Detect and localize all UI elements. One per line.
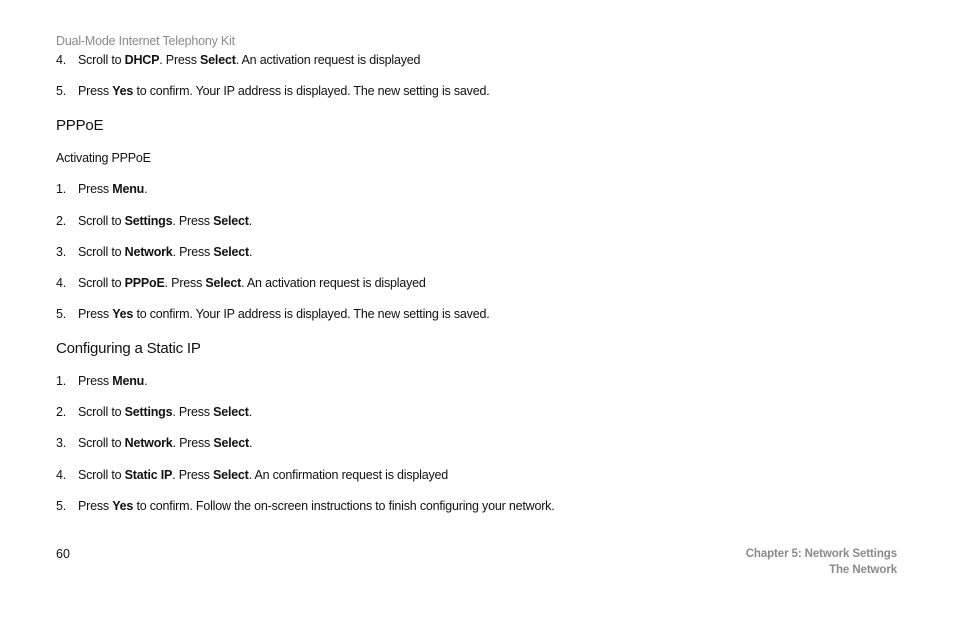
step-number: 2. [56, 405, 67, 419]
step-text: . [248, 214, 253, 228]
page-number: 60 [56, 547, 70, 561]
step-keyword: Menu [112, 374, 145, 388]
step-text: to confirm. Your IP address is displayed. The new setting is saved. [133, 307, 490, 321]
step-pppoe-5 [56, 307, 489, 321]
step-text: Scroll to [78, 245, 125, 259]
step-text: Scroll to [78, 214, 125, 228]
step-keyword: DHCP [124, 53, 160, 67]
step-keyword: Settings [124, 405, 173, 419]
step-dhcp-5 [56, 84, 489, 98]
step-text: . [248, 436, 253, 450]
step-static-4 [56, 468, 448, 482]
step-text: . Press [172, 405, 214, 419]
step-keyword: Select [213, 214, 249, 228]
step-number: 3. [56, 245, 67, 259]
step-static-1 [56, 374, 147, 388]
step-keyword: Settings [124, 214, 173, 228]
step-number: 5. [56, 307, 67, 321]
step-keyword: Yes [112, 499, 134, 513]
step-number: 5. [56, 499, 67, 513]
section-heading-pppoe: PPPoE [56, 117, 104, 134]
step-keyword: Select [212, 468, 249, 482]
step-text: Scroll to [78, 405, 125, 419]
step-number: 3. [56, 436, 67, 450]
step-text: . Press [172, 436, 214, 450]
step-text: . Press [172, 214, 214, 228]
step-text: Press [78, 182, 113, 196]
step-text: to confirm. Follow the on-screen instructions to finish configuring your network. [133, 499, 555, 513]
step-keyword: Select [213, 436, 249, 450]
step-keyword: PPPoE [124, 276, 165, 290]
step-text: Scroll to [78, 436, 125, 450]
step-keyword: Network [124, 436, 173, 450]
step-text: . Press [159, 53, 201, 67]
step-text: Scroll to [78, 276, 125, 290]
step-keyword: Yes [112, 307, 134, 321]
step-static-5 [56, 499, 554, 513]
step-text: . Press [164, 276, 206, 290]
step-text: . Press [172, 468, 213, 482]
step-number: 4. [56, 276, 67, 290]
step-text: Scroll to [78, 468, 125, 482]
step-number: 2. [56, 214, 67, 228]
step-text: Press [78, 499, 113, 513]
step-keyword: Select [200, 53, 236, 67]
step-text: . An activation request is displayed [241, 276, 426, 290]
step-keyword: Network [124, 245, 173, 259]
step-dhcp-4 [56, 53, 420, 67]
step-text: . An activation request is displayed [235, 53, 421, 67]
step-pppoe-2 [56, 214, 252, 228]
step-text: . [144, 374, 148, 388]
step-text: Press [78, 84, 113, 98]
step-text: . [248, 245, 253, 259]
step-number: 4. [56, 468, 67, 482]
step-keyword: Select [213, 405, 249, 419]
step-keyword: Static IP [124, 468, 173, 482]
step-keyword: Yes [112, 84, 134, 98]
step-number: 5. [56, 84, 67, 98]
subheading-activating-pppoe: Activating PPPoE [56, 151, 151, 165]
step-text: Scroll to [78, 53, 125, 67]
step-number: 1. [56, 182, 67, 196]
step-text: . [144, 182, 148, 196]
step-text: Press [78, 307, 113, 321]
step-text: to confirm. Your IP address is displayed. The new setting is saved. [133, 84, 490, 98]
step-pppoe-3 [56, 245, 252, 259]
step-text: . Press [172, 245, 214, 259]
step-text: . [248, 405, 253, 419]
step-keyword: Select [213, 245, 249, 259]
footer-chapter: Chapter 5: Network Settings [745, 548, 897, 560]
step-static-3 [56, 436, 252, 450]
step-pppoe-4 [56, 276, 426, 290]
step-pppoe-1 [56, 182, 147, 196]
step-number: 1. [56, 374, 67, 388]
step-static-2 [56, 405, 252, 419]
document-header: Dual-Mode Internet Telephony Kit [56, 34, 235, 48]
step-number: 4. [56, 53, 67, 67]
step-text: . An confirmation request is displayed [248, 468, 449, 482]
footer-section: The Network [829, 564, 897, 576]
step-keyword: Select [205, 276, 242, 290]
step-text: Press [78, 374, 113, 388]
section-heading-static-ip: Configuring a Static IP [56, 340, 201, 357]
step-keyword: Menu [112, 182, 145, 196]
